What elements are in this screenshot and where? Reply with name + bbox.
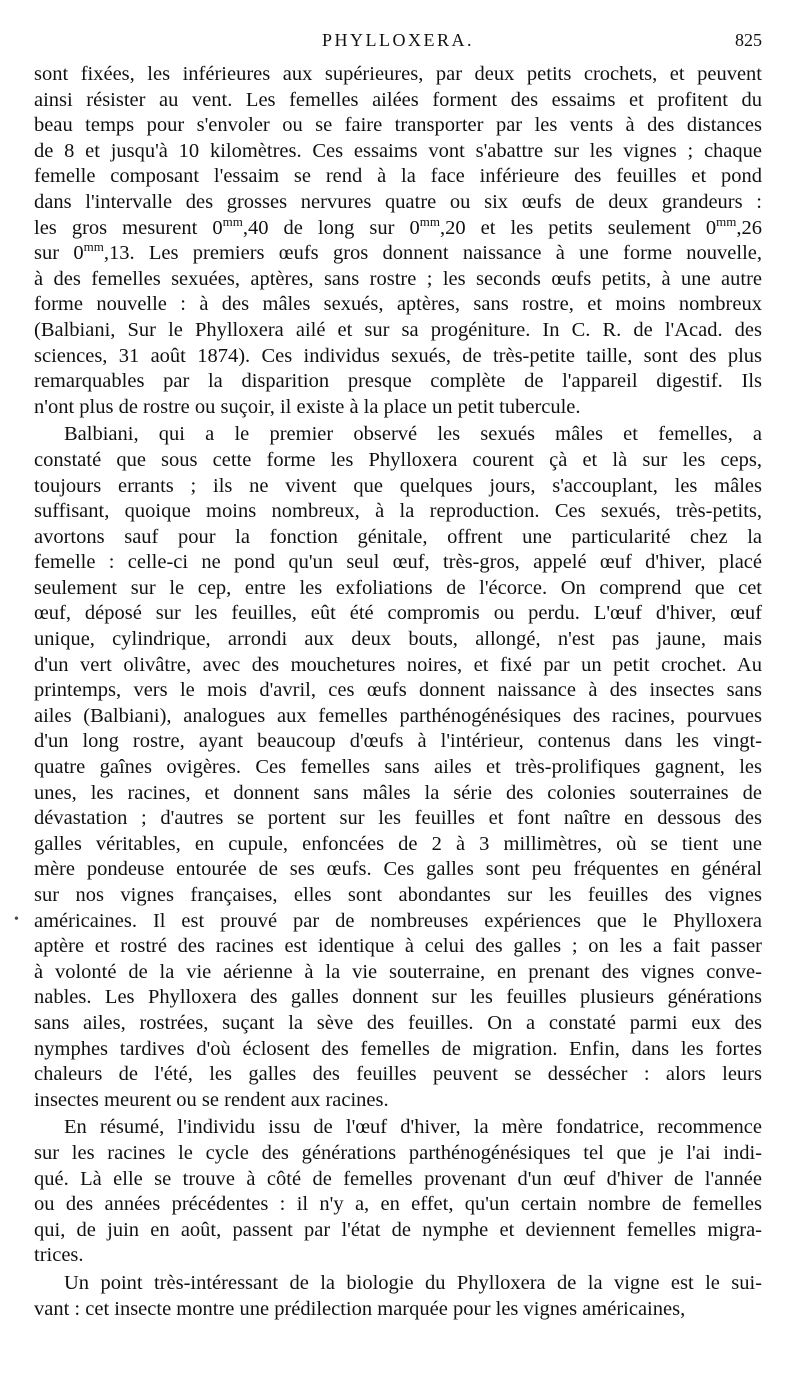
text-line: dans l'intervalle des grosses nervures quatre ou six œufs de deux grandeurs :	[34, 190, 762, 213]
text-line: galles véritables, en cupule, enfoncées de 2 à 3 millimètres, où se tient une	[34, 832, 762, 855]
text-line: unique, cylindrique, arrondi aux deux bouts, allongé, n'est pas jaune, mais	[34, 628, 762, 651]
text-line: chaleurs de l'été, les galles des feuilles peuvent se dessécher : alors leurs	[34, 1063, 762, 1086]
text-line: aptère et rostré des racines est identique à celui des galles ; on les a fait passer	[34, 935, 762, 958]
text-line: quatre gaînes ovigères. Ces femelles sans ailes et très-prolifiques gagnent, les	[34, 756, 762, 779]
text-line: printemps, vers le mois d'avril, ces œufs donnent naissance à des insectes sans	[34, 679, 762, 702]
text-line: Un point très-intéressant de la biologie du Phylloxera de la vigne est le sui-	[64, 1271, 762, 1294]
paragraph	[34, 1115, 762, 1269]
text-line: seulement sur le cep, entre les exfoliations de l'écorce. On comprend que cet	[34, 576, 762, 599]
text-line: à des femelles sexuées, aptères, sans rostre ; les seconds œufs petits, à une autre	[34, 267, 762, 290]
text-line: insectes meurent ou se rendent aux racines.	[34, 1088, 389, 1111]
text-line: En résumé, l'individu issu de l'œuf d'hiver, la mère fondatrice, recommence	[64, 1116, 762, 1139]
text-line: beau temps pour s'envoler ou se faire transporter par les vents à des distances	[34, 114, 762, 137]
text-line: nables. Les Phylloxera des galles donnent sur les feuilles plusieurs générations	[34, 986, 762, 1009]
text-line: ainsi résister au vent. Les femelles ailées forment des essaims et profitent du	[34, 88, 762, 111]
text-line: sur nos vignes françaises, elles sont abondantes sur les feuilles des vignes	[34, 884, 762, 906]
text-line: qué. Là elle se trouve à côté de femelles provenant d'un œuf d'hiver de l'année	[34, 1167, 762, 1190]
text-line: de 8 et jusqu'à 10 kilomètres. Ces essaims vont s'abattre sur les vignes ; chaque	[34, 139, 762, 162]
text-line: remarquables par la disparition presque complète de l'appareil digestif. Ils	[34, 370, 762, 393]
text-line: unes, les racines, et donnent sans mâles la série des colonies souterraines de	[34, 781, 762, 804]
text-line: américaines. Il est prouvé par de nombreuses expériences que le Phylloxera	[34, 909, 762, 932]
text-line: avortons sauf pour la fonction génitale, offrent une particularité chez la	[34, 525, 762, 548]
text-line: sciences, 31 août 1874). Ces individus sexués, de très-petite taille, sont des plus	[34, 344, 762, 367]
text-line: constaté que sous cette forme les Phylloxera courent çà et là sur les ceps,	[34, 448, 762, 471]
text-line: forme nouvelle : à des mâles sexués, aptères, sans rostre, et moins nombreux	[34, 293, 762, 316]
running-head	[34, 30, 762, 56]
text-line: sans ailes, rostrées, suçant la sève des feuilles. On a constaté parmi eux des	[34, 1011, 762, 1034]
text-line: toujours errants ; ils ne vivent que quelques jours, s'accouplant, les mâles	[34, 474, 762, 497]
text-line: sur $0^{mm},13$. Les premiers œufs gros donnent naissance à une forme nouvelle,	[34, 239, 762, 265]
page-number: 825	[735, 30, 762, 50]
text-line: à volonté de la vie aérienne à la vie souterraine, en prenant des vignes conve-	[34, 960, 762, 983]
text-line: les gros mesurent $0^{mm},40$ de long sur $0^{mm},20$ et les petits seulement $0^{mm},26$	[34, 213, 762, 239]
text-line: vant : cet insecte montre une prédilection marquée pour les vignes américaines,	[34, 1297, 686, 1320]
paragraph	[34, 1271, 762, 1322]
text-line: femelle : celle-ci ne pond qu'un seul œuf, très-gros, appelé œuf d'hiver, placé	[34, 551, 762, 574]
text-line: mère pondeuse entourée de ses œufs. Ces galles sont peu fréquentes en général	[34, 858, 762, 881]
text-line: ou des années précédentes : il n'y a, en effet, qu'un certain nombre de femelles	[34, 1193, 762, 1216]
text-line: sur les racines le cycle des générations parthénogénésiques tel que je l'ai indi-	[34, 1141, 762, 1164]
text-line: trices.	[34, 1244, 84, 1267]
text-line: femelle composant l'essaim se rend à la face inférieure des feuilles et pond	[34, 165, 762, 188]
text-line: suffisant, quoique moins nombreux, à la reproduction. Ces sexués, très-petits,	[34, 500, 762, 523]
text-line: œuf, déposé sur les feuilles, eût été compromis ou perdu. L'œuf d'hiver, œuf	[34, 602, 762, 625]
text-line: nymphes tardives d'où éclosent des femelles de migration. Enfin, dans les fortes	[34, 1037, 762, 1060]
text-line: qui, de juin en août, passent par l'état de nymphe et deviennent femelles migra-	[34, 1218, 762, 1241]
text-line: sont fixées, les inférieures aux supérieures, par deux petits crochets, et peuvent	[34, 63, 762, 85]
text-line: (Balbiani, Sur le Phylloxera ailé et sur sa progéniture. In C. R. de l'Acad. des	[34, 318, 762, 341]
text-line: d'un vert olivâtre, avec des mouchetures noires, et fixé par un petit crochet. Au	[34, 653, 762, 676]
text-line: Balbiani, qui a le premier observé les sexués mâles et femelles, a	[64, 423, 762, 446]
body-text	[34, 62, 762, 1322]
paragraph	[34, 62, 762, 420]
text-line: n'ont plus de rostre ou suçoir, il existe à la place un petit tubercule.	[34, 395, 581, 418]
paragraph	[34, 422, 762, 1113]
margin-mark: •	[14, 912, 19, 927]
text-line: d'un long rostre, ayant beaucoup d'œufs à l'intérieur, contenus dans les vingt-	[34, 730, 762, 753]
text-line: ailes (Balbiani), analogues aux femelles parthénogénésiques des racines, pourvues	[34, 704, 762, 727]
text-line: dévastation ; d'autres se portent sur les feuilles et font naître en dessous des	[34, 807, 762, 830]
running-title: PHYLLOXERA.	[322, 30, 474, 50]
